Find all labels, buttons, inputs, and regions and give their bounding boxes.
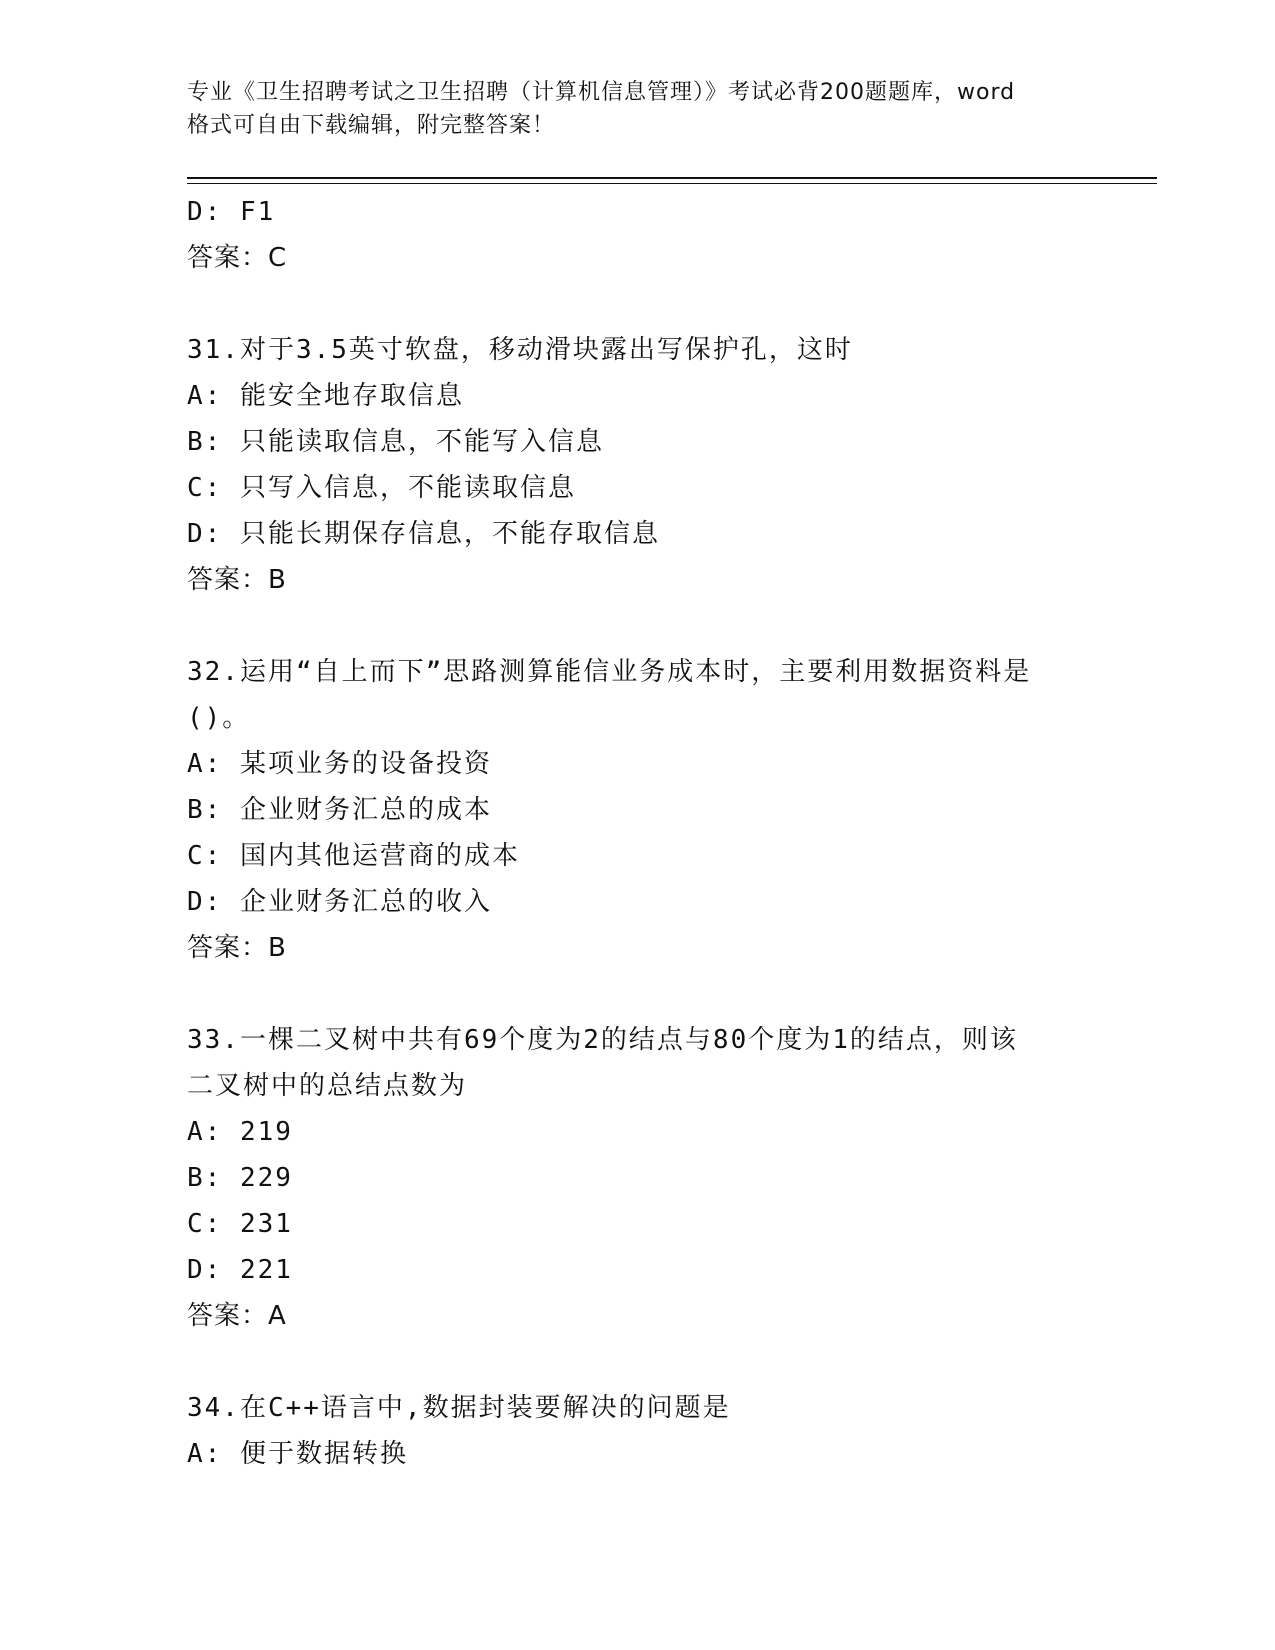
spacer <box>187 603 1087 649</box>
question-stem-continued: 二叉树中的总结点数为 <box>187 1071 468 1101</box>
option-d: D: 只能长期保存信息，不能存取信息 <box>187 519 660 549</box>
question-stem: 31.对于3.5英寸软盘，移动滑块露出写保护孔，这时 <box>187 335 853 365</box>
question-30-tail <box>187 189 1087 281</box>
option-c: C: 231 <box>187 1209 293 1239</box>
header-line-1: 专业《卫生招聘考试之卫生招聘（计算机信息管理）》考试必背200题题库，word <box>187 80 1016 105</box>
question-33 <box>187 1017 1087 1339</box>
question-31 <box>187 327 1087 603</box>
question-stem-continued: ()。 <box>187 703 251 733</box>
option-c: C: 只写入信息，不能读取信息 <box>187 473 576 503</box>
option-b: B: 只能读取信息，不能写入信息 <box>187 427 604 457</box>
question-32 <box>187 649 1087 971</box>
spacer <box>187 281 1087 327</box>
answer-line: 答案：B <box>187 933 287 963</box>
question-stem: 33.一棵二叉树中共有69个度为2的结点与80个度为1的结点，则该 <box>187 1025 1018 1055</box>
option-b: B: 企业财务汇总的成本 <box>187 795 492 825</box>
option-c: C: 国内其他运营商的成本 <box>187 841 520 871</box>
question-list <box>187 189 1087 1477</box>
option-a: A: 某项业务的设备投资 <box>187 749 492 779</box>
option-d: D: F1 <box>187 197 276 227</box>
header-divider-thin <box>187 183 1157 184</box>
option-a: A: 219 <box>187 1117 293 1147</box>
question-stem: 34.在C++语言中,数据封装要解决的问题是 <box>187 1393 731 1423</box>
question-stem: 32.运用“自上而下”思路测算能信业务成本时，主要利用数据资料是 <box>187 657 1032 687</box>
option-d: D: 221 <box>187 1255 293 1285</box>
question-34 <box>187 1385 1087 1477</box>
spacer <box>187 1339 1087 1385</box>
document-header <box>187 76 1087 142</box>
header-line-2: 格式可自由下载编辑，附完整答案！ <box>187 113 556 138</box>
answer-line: 答案：A <box>187 1301 287 1331</box>
answer-line: 答案：B <box>187 565 287 595</box>
option-a: A: 便于数据转换 <box>187 1439 408 1469</box>
option-d: D: 企业财务汇总的收入 <box>187 887 492 917</box>
spacer <box>187 971 1087 1017</box>
option-a: A: 能安全地存取信息 <box>187 381 464 411</box>
header-divider-thick <box>187 177 1157 179</box>
option-b: B: 229 <box>187 1163 293 1193</box>
answer-line: 答案：C <box>187 243 288 273</box>
